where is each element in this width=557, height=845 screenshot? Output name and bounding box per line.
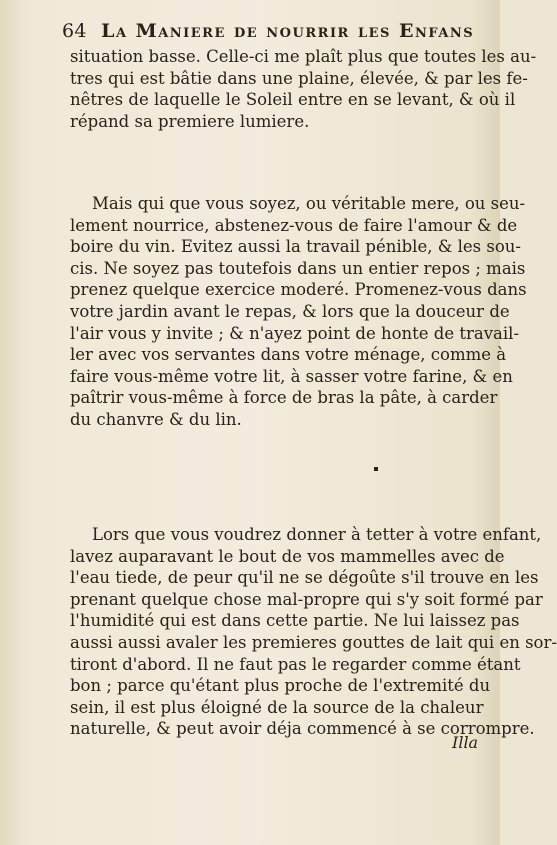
text-line: boire du vin. Evitez aussi la travail pénible, & les sou- [70,237,522,257]
text-line: l'eau tiede, de peur qu'il ne se dégoûte s'il trouve en les [70,568,539,588]
text-line: aussi aussi avaler les premieres gouttes de lait qui en sor- [70,632,557,652]
text-line: situation basse. Celle-ci me plaît plus que toutes les au- [70,47,537,66]
ink-dot [374,467,378,471]
text-line: tiront d'abord. Il ne faut pas le regarder comme étant [70,654,521,674]
text-line: bon ; parce qu'étant plus proche de l'extremité du [70,676,491,696]
paragraph-1 [70,46,537,132]
text-line: nêtres de laquelle le Soleil entre en se levant, & où il [70,90,516,110]
running-title: La Maniere de nourrir les Enfans [101,20,475,42]
text-line: cis. Ne soyez pas toutefois dans un entier repos ; mais [70,258,526,278]
text-line: Mais qui que vous soyez, ou véritable mere, ou seu- [92,194,526,213]
text-line: l'humidité qui est dans cette partie. Ne lui laissez pas [70,611,520,631]
text-line: tres qui est bâtie dans une plaine, élevée, & par les fe- [70,68,528,88]
text-line: paîtrir vous-même à force de bras la pâte, à carder [70,388,498,408]
text-line: prenant quelque chose mal-propre qui s'y soit formé par [70,589,543,609]
text-line: faire vous-même votre lit, à sasser votre farine, & en [70,366,513,386]
page-number: 64 [62,20,87,42]
text-line: Lors que vous voudrez donner à tetter à votre enfant, [92,525,542,544]
text-line: répand sa premiere lumiere. [70,111,310,131]
text-line: sein, il est plus éloigné de la source de la chaleur [70,697,484,717]
text-line: naturelle, & peut avoir déja commencé à se corrompre. [70,719,535,739]
paragraph-2 [70,193,527,431]
text-line: votre jardin avant le repas, & lors que la douceur de [70,301,510,321]
running-header [62,20,482,42]
text-line: lement nourrice, abstenez-vous de faire l'amour & de [70,215,518,235]
text-line: ler avec vos servantes dans votre ménage, comme à [70,345,507,365]
text-line: prenez quelque exercice moderé. Promenez-vous dans [70,280,527,300]
text-line: lavez auparavant le bout de vos mammelles avec de [70,546,505,566]
text-line: du chanvre & du lin. [70,409,242,429]
catchword: Illa [452,733,479,752]
text-line: l'air vous y invite ; & n'ayez point de honte de travail- [70,323,520,343]
paragraph-3 [70,524,557,740]
